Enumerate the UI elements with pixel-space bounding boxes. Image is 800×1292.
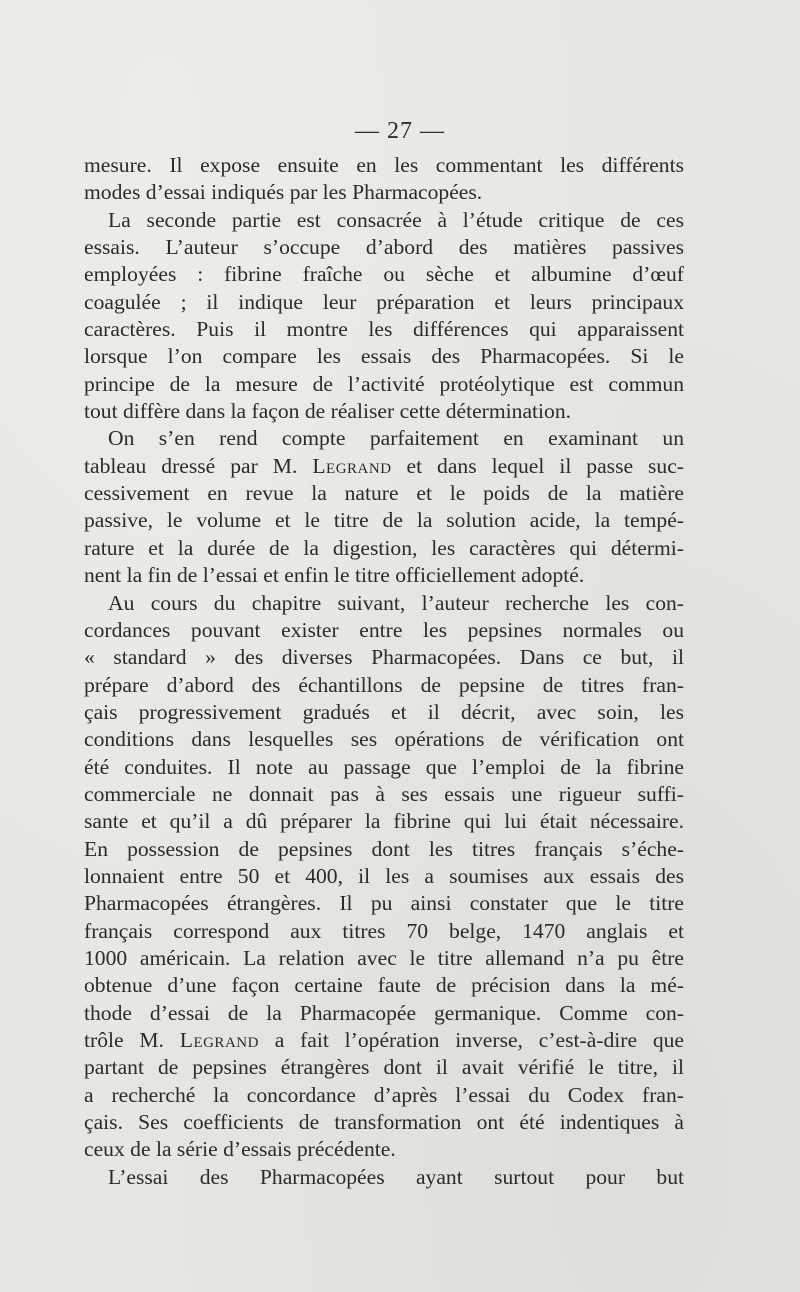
text-line: passive, le volume et le titre de la solution acide, la tempé- [84, 508, 684, 533]
text-fragment: trôle M. [84, 1028, 180, 1052]
text-line: essais. L’auteur s’occupe d’abord des matières passives [84, 235, 684, 260]
body-text [84, 152, 684, 1191]
text-line: obtenue d’une façon certaine faute de précision dans la mé- [84, 973, 684, 998]
text-line: rature et la durée de la digestion, les caractères qui détermi- [84, 535, 684, 560]
text-line-with-author [84, 453, 684, 480]
text-line: prépare d’abord des échantillons de pepsine de titres fran- [84, 672, 684, 697]
text-line: nent la fin de l’essai et enfin le titre officiellement adopté. [84, 563, 585, 588]
text-line: coagulée ; il indique leur préparation et leurs principaux [84, 289, 684, 314]
author-name: Legrand [312, 453, 392, 478]
text-fragment: tableau dressé par M. [84, 453, 313, 478]
text-line: « standard » des diverses Pharmacopées. Dans ce but, il [84, 645, 684, 670]
text-line-with-author [84, 1027, 684, 1054]
text-line: lonnaient entre 50 et 400, il les a soumises aux essais des [84, 863, 684, 888]
text-line: tout diffère dans la façon de réaliser cette détermination. [84, 399, 572, 424]
text-line: çais progressivement gradués et il décrit, avec soin, les [84, 699, 684, 724]
text-line: 1000 américain. La relation avec le titre allemand n’a pu être [84, 945, 684, 970]
page-number: — 27 — [355, 118, 445, 144]
author-name: Legrand [179, 1028, 259, 1052]
text-line: été conduites. Il note au passage que l’emploi de la fibrine [84, 754, 684, 779]
text-line: Pharmacopées étrangères. Il pu ainsi constater que le titre [84, 891, 684, 916]
text-line: cordances pouvant exister entre les pepsines normales ou [84, 617, 684, 642]
text-line: a recherché la concordance d’après l’essai du Codex fran- [84, 1082, 684, 1107]
text-line: principe de la mesure de l’activité protéolytique est commun [84, 371, 684, 396]
text-line: cessivement en revue la nature et le poids de la matière [84, 481, 684, 506]
text-line: commerciale ne donnait pas à ses essais une rigueur suffi- [84, 781, 684, 806]
text-line: modes d’essai indiqués par les Pharmacopées. [84, 180, 483, 205]
text-line: français correspond aux titres 70 belge, 1470 anglais et [84, 918, 684, 943]
text-line: lorsque l’on compare les essais des Pharmacopées. Si le [84, 344, 684, 369]
text-line: On s’en rend compte parfaitement en examinant un [108, 426, 684, 451]
text-line: employées : fibrine fraîche ou sèche et albumine d’œuf [84, 262, 684, 287]
text-fragment: et dans lequel il passe suc- [391, 453, 684, 478]
text-fragment: a fait l’opération inverse, c’est-à-dire que [258, 1028, 685, 1052]
text-line: sante et qu’il a dû préparer la fibrine qui lui était nécessaire. [84, 809, 684, 834]
text-line: En possession de pepsines dont les titres français s’éche- [84, 836, 684, 861]
text-line: thode d’essai de la Pharmacopée germanique. Comme con- [84, 1000, 684, 1025]
text-line: La seconde partie est consacrée à l’étude critique de ces [108, 207, 684, 232]
text-line: mesure. Il expose ensuite en les commentant les différents [84, 153, 684, 177]
text-line: L’essai des Pharmacopées ayant surtout pour but [108, 1164, 684, 1189]
text-line: partant de pepsines étrangères dont il avait vérifié le titre, il [84, 1055, 684, 1080]
text-line: conditions dans lesquelles ses opérations de vérification ont [84, 727, 684, 752]
text-line: caractères. Puis il montre les différences qui apparaissent [84, 317, 684, 342]
text-line: Au cours du chapitre suivant, l’auteur recherche les con- [108, 590, 684, 615]
text-line: ceux de la série d’essais précédente. [84, 1137, 396, 1162]
text-line: çais. Ses coefficients de transformation ont été indentiques à [84, 1110, 684, 1135]
